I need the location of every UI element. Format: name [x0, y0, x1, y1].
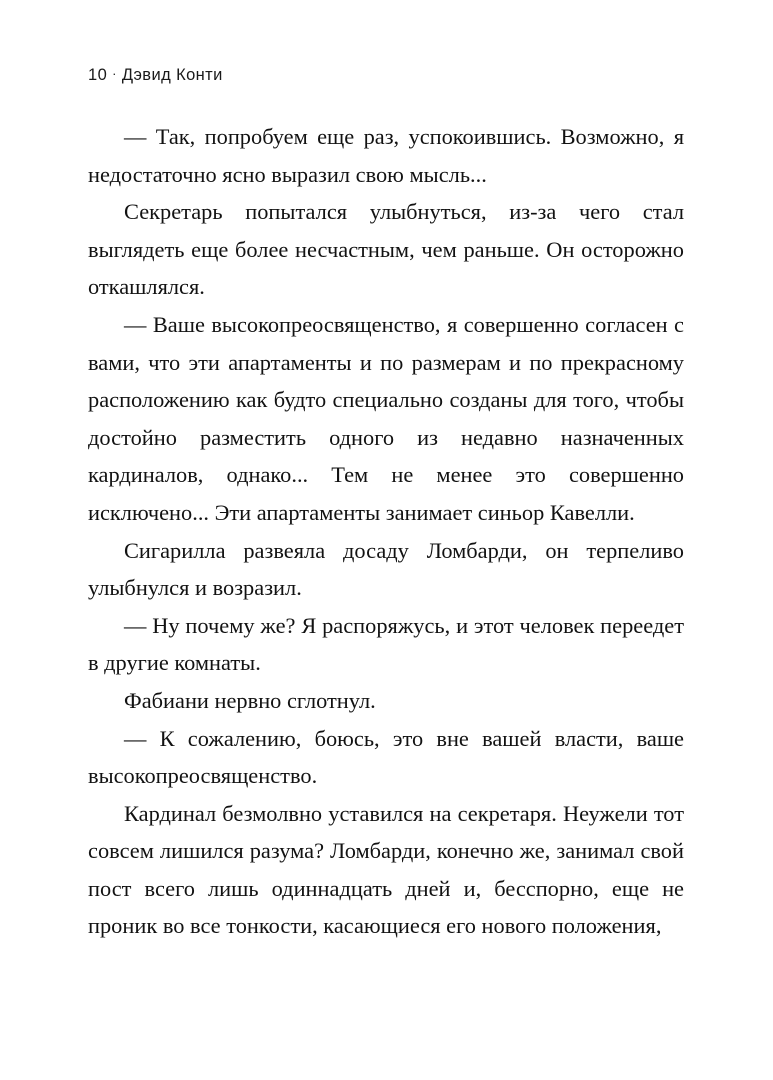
- page-number: 10: [88, 66, 108, 84]
- paragraph: Кардинал безмолвно уставился на секретаря. Неужели тот совсем лишился разума? Ломбарди, конечно же, занимал свой пост всего лишь одиннадцать дней и, бесспорно, еще не проник во все тонкости, касающиеся его нового положения,: [88, 800, 684, 939]
- running-head: [88, 66, 223, 85]
- paragraph: — Ну почему же? Я распоряжусь, и этот человек переедет в другие комнаты.: [88, 612, 684, 676]
- paragraph: — Так, попробуем еще раз, успокоившись. Возможно, я недостаточно ясно выразил свою мысль...: [88, 124, 684, 187]
- paragraph: — К сожалению, боюсь, это вне вашей власти, ваше высокопреосвященство.: [88, 725, 684, 789]
- paragraph: Сигарилла развеяла досаду Ломбарди, он терпеливо улыбнулся и возразил.: [88, 537, 684, 601]
- running-head-separator: ·: [112, 66, 117, 81]
- paragraph: Секретарь попытался улыбнуться, из-за чего стал выглядеть еще более несчастным, чем раньше. Он осторожно откашлялся.: [88, 199, 684, 300]
- body-text: [88, 118, 684, 945]
- running-head-author: Дэвид Конти: [121, 66, 223, 84]
- paragraph: — Ваше высокопреосвященство, я совершенно согласен с вами, что эти апартаменты и по размерам и по прекрасному расположению как будто специально созданы для того, чтобы достойно разместить одного из недавно назначенных кардиналов, однако... Тем не менее это совершенно исключено... Эти апартаменты занимает синьор Кавелли.: [88, 311, 684, 525]
- paragraph: Фабиани нервно сглотнул.: [124, 687, 376, 713]
